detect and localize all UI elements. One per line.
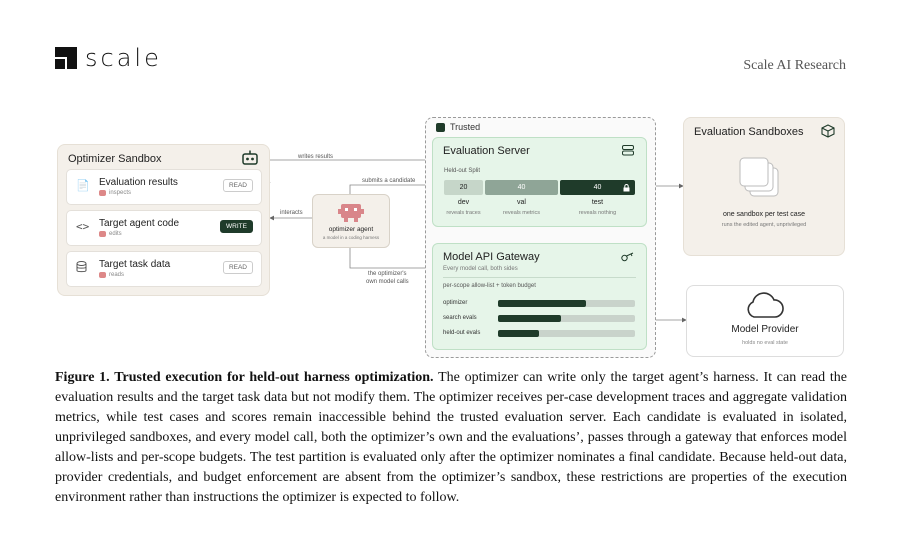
optimizer-agent <box>312 194 390 248</box>
split-sub-val: reveals metrics <box>503 210 540 216</box>
agent-dot-icon <box>99 231 106 237</box>
database-icon <box>76 261 87 273</box>
budget-bar-optimizer <box>498 300 635 307</box>
card-sub: edits <box>109 231 122 237</box>
budget-bar-search-evals <box>498 315 635 322</box>
card-sub: reads <box>109 272 125 278</box>
card-title: Target agent code <box>99 218 180 229</box>
eval-server-title: Evaluation Server <box>443 145 530 157</box>
own-calls-label-1: the optimizer's <box>368 271 407 277</box>
caption-body: The optimizer can write only the target agent’s harness. It can read the evaluation results and the target task data but not modify them. The optimizer receives per-case development traces and aggregate validation metrics, while test cases and scores remain inaccessible behind the trusted evaluation server. Each candidate is evaluated in isolated, unprivileged sandboxes, and every model call, both the optimizer’s own and the evaluations’, passes through a gateway that enforces model allow-lists and per-scope budgets. The test partition is evaluated only after the optimizer nominates a final candidate. Because held-out data, provider credentials, and budget enforcement are absent from the optimizer’s sandbox, these restrictions are properties of the execution environment rather than instructions the optimizer is expected to follow. <box>55 370 847 505</box>
trusted-label: Trusted <box>450 122 481 132</box>
header-right-text: Scale AI Research <box>743 58 846 73</box>
writes-results-label: writes results <box>298 154 334 160</box>
optimizer-sandbox-title: Optimizer Sandbox <box>68 153 162 165</box>
interacts-label: interacts <box>280 210 303 216</box>
split-name-dev: dev <box>457 199 470 206</box>
write-tag: WRITE <box>220 220 253 233</box>
document-icon: 📄 <box>76 180 90 192</box>
agent-dot-icon <box>99 272 106 278</box>
read-tag: READ <box>223 261 253 274</box>
caption-lead: Figure 1. Trusted execution for held-out harness optimization. <box>55 370 434 385</box>
logo-text: scale <box>85 44 162 72</box>
budget-label: per-scope allow-list + token budget <box>443 283 536 289</box>
own-calls-label-2: own model calls <box>366 279 409 285</box>
cube-icon <box>821 124 835 138</box>
eval-sandboxes-title: Evaluation Sandboxes <box>694 126 804 138</box>
split-sub-dev: reveals traces <box>446 210 481 216</box>
stacked-sandboxes-icon <box>738 156 782 200</box>
split-name-test: test <box>591 199 604 206</box>
agent-title: optimizer agent <box>328 226 374 233</box>
split-sub-test: reveals nothing <box>578 210 617 216</box>
read-tag: READ <box>223 179 253 192</box>
card-target-agent-code <box>66 210 262 246</box>
split-bar-test: 40 <box>560 180 635 195</box>
evaluation-sandboxes <box>683 117 845 256</box>
card-title: Target task data <box>99 259 171 270</box>
split-bar-dev: 20 <box>444 180 483 195</box>
agent-robot-icon <box>338 201 364 223</box>
robot-icon <box>241 150 259 166</box>
code-icon: <> <box>76 220 90 233</box>
card-target-task-data <box>66 251 262 287</box>
cloud-icon <box>744 292 784 320</box>
bar-label-optimizer: optimizer <box>443 300 468 306</box>
trusted-marker-icon <box>436 123 445 132</box>
budget-fill <box>498 300 586 307</box>
budget-fill <box>498 330 539 337</box>
provider-title: Model Provider <box>731 324 799 335</box>
card-title: Evaluation results <box>99 177 178 188</box>
bar-label-search-evals: search evals <box>443 315 477 321</box>
split-name-val: val <box>517 199 526 206</box>
gateway-subtitle: Every model call, both sides <box>443 266 518 272</box>
card-sub: inspects <box>109 190 132 196</box>
budget-bar-held-out-evals <box>498 330 635 337</box>
figure-caption <box>55 368 847 508</box>
evaluation-server <box>432 137 647 227</box>
bar-label-held-out-evals: held-out evals <box>443 330 481 336</box>
agent-dot-icon <box>99 190 106 196</box>
eval-sandboxes-line2: runs the edited agent, unprivileged <box>721 222 807 228</box>
server-icon <box>622 145 634 156</box>
lock-icon <box>623 184 630 192</box>
budget-fill <box>498 315 561 322</box>
gateway-divider <box>443 277 636 278</box>
optimizer-sandbox <box>57 144 270 296</box>
gateway-title: Model API Gateway <box>443 251 540 263</box>
split-label: Held-out Split <box>444 168 481 174</box>
model-provider <box>686 285 844 357</box>
key-icon <box>621 252 634 262</box>
provider-sub: holds no eval state <box>742 340 788 346</box>
split-bar-val: 40 <box>485 180 558 195</box>
agent-sub: a model in a coding harness <box>322 235 380 240</box>
submits-candidate-label: submits a candidate <box>362 178 416 184</box>
eval-sandboxes-line1: one sandbox per test case <box>722 211 806 218</box>
card-evaluation-results <box>66 169 262 205</box>
model-api-gateway <box>432 243 647 350</box>
